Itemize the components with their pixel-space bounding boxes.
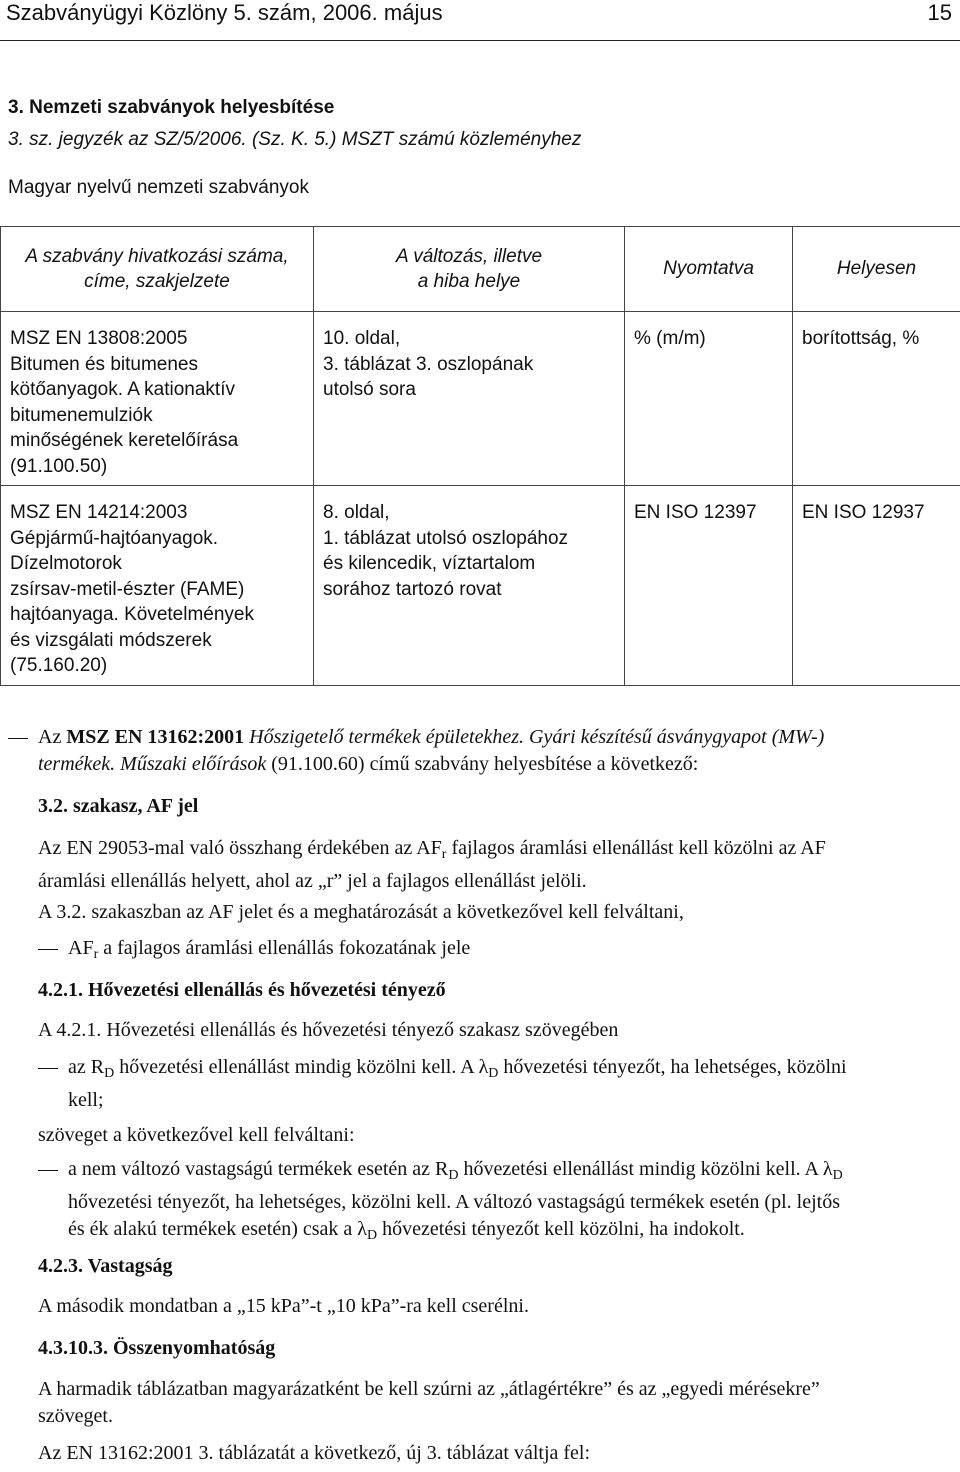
standard-cell: MSZ EN 14214:2003 Gépjármű-hajtóanyagok. Dízelmotorok zsírsav-metil-észter (FAME) hajtóanyaga. Követelmények és vizsgálati módszerek (75.160.20) (1, 486, 314, 686)
list-dash (38, 1054, 68, 1069)
paragraph-table-3: Az EN 13162:2001 3. táblázatát a következő, új 3. táblázat váltja fel: (38, 1442, 591, 1464)
paragraph-replace-af: A 3.2. szakaszban az AF jelet és a meghatározását a következővel kell felváltani, (38, 901, 684, 923)
page-number: 15 (927, 0, 952, 25)
list-item-afr: $AF_r$ a fajlagos áramlási ellenállás fokozatának jele (68, 937, 471, 962)
heading-3-2: 3.2. szakasz, AF jel (38, 795, 199, 817)
section-language-heading: Magyar nyelvű nemzeti szabványok (8, 177, 309, 198)
paragraph-4-2-3: A második mondatban a „15 kPa”-t „10 kPa”-ra kell cserélni. (38, 1295, 529, 1317)
standard-title: Hőszigetelő termékek épületekhez. Gyári készítésű ásványgyapot (MW-) (249, 726, 825, 748)
header-correct: Helyesen (793, 227, 960, 312)
list-dash (38, 1156, 68, 1171)
paragraph-replace: szöveget a következővel kell felváltani: (38, 1124, 355, 1146)
list-item-rd-new: a nem változó vastagságú termékek esetén az $R_D$ hővezetési ellenállást mindig közölni kell. A $\lambda_D$ hővezetési tényezőt, ha lehetséges, közölni kell. A változó vastagságú termékek esetén (pl. lejtős és ék alakú termékek esetén) csak a $\lambda_D$ hővezetési tényezőt kell közölni, ha indokolt. (68, 1158, 843, 1243)
printed-cell: EN ISO 12397 (625, 486, 793, 686)
section-title: 3. Nemzeti szabványok helyesbítése (8, 97, 335, 118)
table-row (1, 486, 960, 686)
publication-title: Szabványügyi Közlöny 5. szám, 2006. május (6, 0, 443, 25)
list-dash (38, 935, 68, 950)
location-cell: 8. oldal, 1. táblázat utolsó oszlopához és kilencedik, víztartalom sorához tartozó rovat (314, 486, 625, 686)
correction-intro: Az MSZ EN 13162:2001 Hőszigetelő termékek épületekhez. Gyári készítésű ásványgyapot (MW-) termékek. Műszaki előírások (91.100.60) című szabvány helyesbítése a következő: (38, 726, 825, 775)
header-divider (0, 40, 960, 41)
paragraph-4-3-10-3: A harmadik táblázatban magyarázatként be kell szúrni az „átlagértékre” és az „egyedi mérésekre” szöveget. (38, 1378, 820, 1427)
standard-reference: MSZ EN 13162:2001 (66, 726, 245, 748)
header-location: A változás, illetve a hiba helye (314, 227, 625, 312)
paragraph-4-2-1: A 4.2.1. Hővezetési ellenállás és hővezetési tényező szakasz szövegében (38, 1019, 619, 1041)
header-standard: A szabvány hivatkozási száma, címe, szakjelzete (1, 227, 314, 312)
list-dash (8, 724, 38, 739)
section-subtitle: 3. sz. jegyzék az SZ/5/2006. (Sz. K. 5.) MSZT számú közleményhez (8, 129, 582, 150)
correct-cell: EN ISO 12937 (793, 486, 960, 686)
paragraph-af: Az EN 29053-mal való összhang érdekében az $AF_r$ fajlagos áramlási ellenállást kell közölni az AF áramlási ellenállás helyett, ahol az „r” jel a fajlagos ellenállást jelöli. (38, 837, 826, 892)
correct-cell: borítottság, % (793, 312, 960, 486)
standard-cell: MSZ EN 13808:2005 Bitumen és bitumenes kötőanyagok. A kationaktív bitumenemulziók minőségének keretelőírása (91.100.50) (1, 312, 314, 486)
location-cell: 10. oldal, 3. táblázat 3. oszlopának utolsó sora (314, 312, 625, 486)
heading-4-2-1: 4.2.1. Hővezetési ellenállás és hővezetési tényező (38, 979, 446, 1001)
header-printed: Nyomtatva (625, 227, 793, 312)
list-item-rd-old: az $R_D$ hővezetési ellenállást mindig közölni kell. A $\lambda_D$ hővezetési tényezőt, ha lehetséges, közölni kell; (68, 1056, 847, 1111)
heading-4-3-10-3: 4.3.10.3. Összenyomhatóság (38, 1337, 276, 1359)
corrections-table (0, 226, 960, 686)
table-header-row (1, 227, 960, 312)
table-row (1, 312, 960, 486)
printed-cell: % (m/m) (625, 312, 793, 486)
heading-4-2-3: 4.2.3. Vastagság (38, 1255, 173, 1277)
